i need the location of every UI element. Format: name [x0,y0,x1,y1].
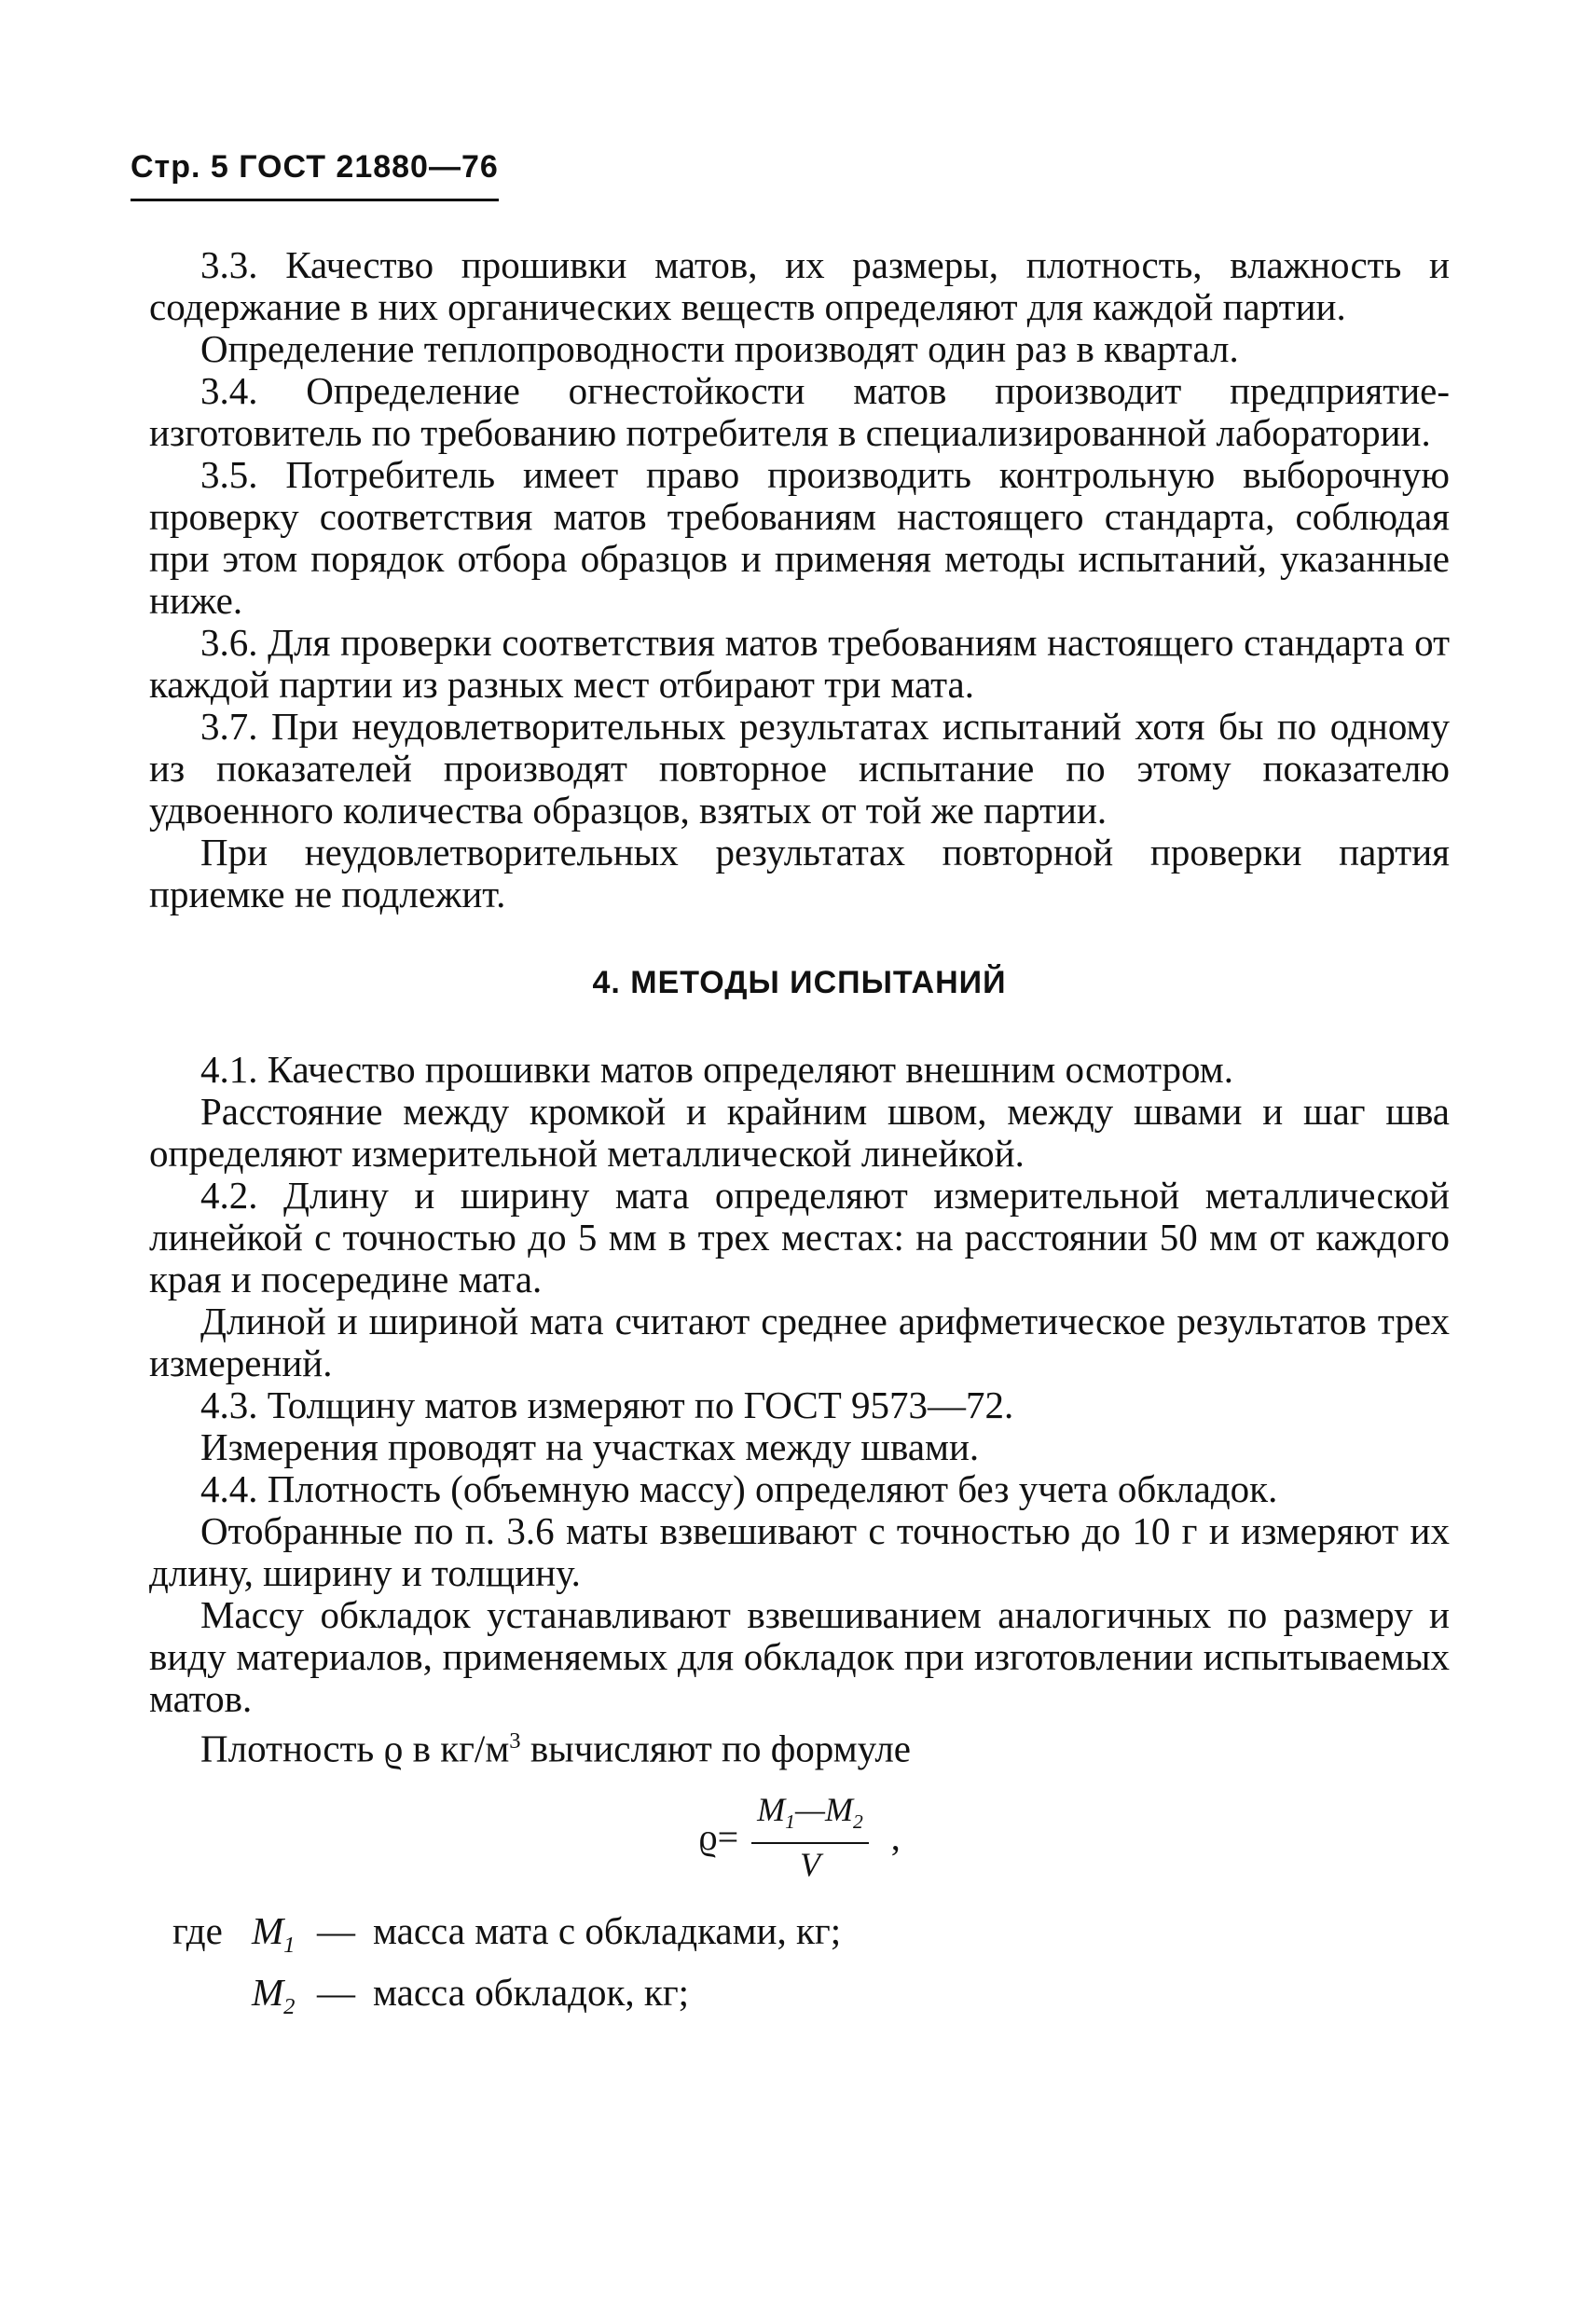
paragraph-4-3: 4.3. Толщину матов измеряют по ГОСТ 9573—72. [200,1383,1014,1426]
where-dash-m1: — [317,1908,355,1952]
paragraph-4-4: 4.4. Плотность (объемную массу) определяют без учета обкладок. [200,1467,1278,1510]
numerator-m2-sub: 2 [852,1810,863,1833]
paragraph-4-3b: Измерения проводят на участках между швами. [200,1425,980,1468]
numerator-m2: M [824,1790,853,1828]
where-var-m1-sub: 1 [283,1933,296,1959]
where-var-m1 [252,1907,317,1969]
header-rule [131,199,499,201]
where-var-m2-sub: 2 [283,1994,296,2020]
numerator-op: — [794,1790,825,1828]
section-title: 4. МЕТОДЫ ИСПЫТАНИЙ [592,965,1007,1000]
paragraph-3-4: 3.4. Определение огнестойкости матов производит предприятие-изготовитель по требованию потребителя в специализированной лаборатории. [149,369,1450,454]
formula-intro [149,1720,1450,1770]
where-word-spacer [172,1969,252,2030]
paragraph-4-1: 4.1. Качество прошивки матов определяют внешним осмотром. [200,1048,1233,1091]
where-var-m2-letter: M [252,1971,284,2015]
paragraph-4-2: 4.2. Длину и ширину мата определяют измерительной металлической линейкой с точностью до 5 мм в трех местах: на расстоянии 50 мм от каждого края и посередине мата. [149,1174,1450,1300]
numerator-m1-sub: 1 [785,1810,795,1833]
paragraph-4-1b: Расстояние между кромкой и крайним швом, между швами и шаг шва определяют измерительной металлической линейкой. [149,1090,1450,1175]
paragraph-3-6: 3.6. Для проверки соответствия матов требованиям настоящего стандарта от каждой партии из разных мест отбирают три мата. [149,621,1450,706]
where-var-m2 [252,1969,317,2030]
formula-intro-text-a: Плотность ϱ в кг/м [200,1727,510,1770]
where-dash-m2: — [317,1971,355,2015]
formula-lhs: ϱ= [698,1815,739,1858]
paragraph-3-3: 3.3. Качество прошивки матов, их размеры, плотность, влажность и содержание в них органических веществ определяют для каждой партии. [149,243,1450,328]
formula-denominator: V [799,1845,820,1883]
where-table [172,1907,1450,2030]
paragraph-3-7: 3.7. При неудовлетворительных результатах испытаний хотя бы по одному из показателей производят повторное испытание по этому показателю удвоенного количества образцов, взятых от той же партии. [149,705,1450,832]
density-formula [149,1791,1450,1883]
paragraph-4-2b: Длиной и шириной мата считают среднее арифметическое результатов трех измерений. [149,1300,1450,1384]
body-text [149,244,1450,2030]
where-word: где [172,1908,223,1952]
where-row-m1 [172,1907,1450,1969]
where-desc-m1: масса мата с обкладками, кг; [373,1908,842,1952]
paragraph-4-4b: Отобранные по п. 3.6 маты взвешивают с точностью до 10 г и измеряют их длину, ширину и толщину. [149,1509,1450,1594]
paragraph-3-5: 3.5. Потребитель имеет право производить контрольную выборочную проверку соответствия матов требованиям настоящего стандарта, соблюдая при этом порядок отбора образцов и применяя методы испытаний, указанные ниже. [149,453,1450,622]
page-header: Стр. 5 ГОСТ 21880—76 [131,149,499,185]
paragraph-4-4c: Массу обкладок устанавливают взвешиванием аналогичных по размеру и виду материалов, применяемых для обкладок при изготовлении испытываемых матов. [149,1593,1450,1720]
formula-numerator [751,1791,869,1844]
where-row-m2 [172,1969,1450,2030]
where-desc-m2: масса обкладок, кг; [373,1971,690,2015]
where-var-m1-letter: M [252,1908,284,1952]
formula-intro-sup: 3 [509,1728,521,1754]
formula-fraction [751,1791,869,1883]
paragraph-3-7b: При неудовлетворительных результатах повторной проверки партия приемке не подлежит. [149,831,1450,915]
formula-intro-text-b: вычисляют по формуле [520,1727,911,1770]
paragraph-3-3b: Определение теплопроводности производят один раз в квартал. [200,327,1239,370]
numerator-m1: M [757,1790,786,1828]
formula-trail: , [890,1815,901,1858]
